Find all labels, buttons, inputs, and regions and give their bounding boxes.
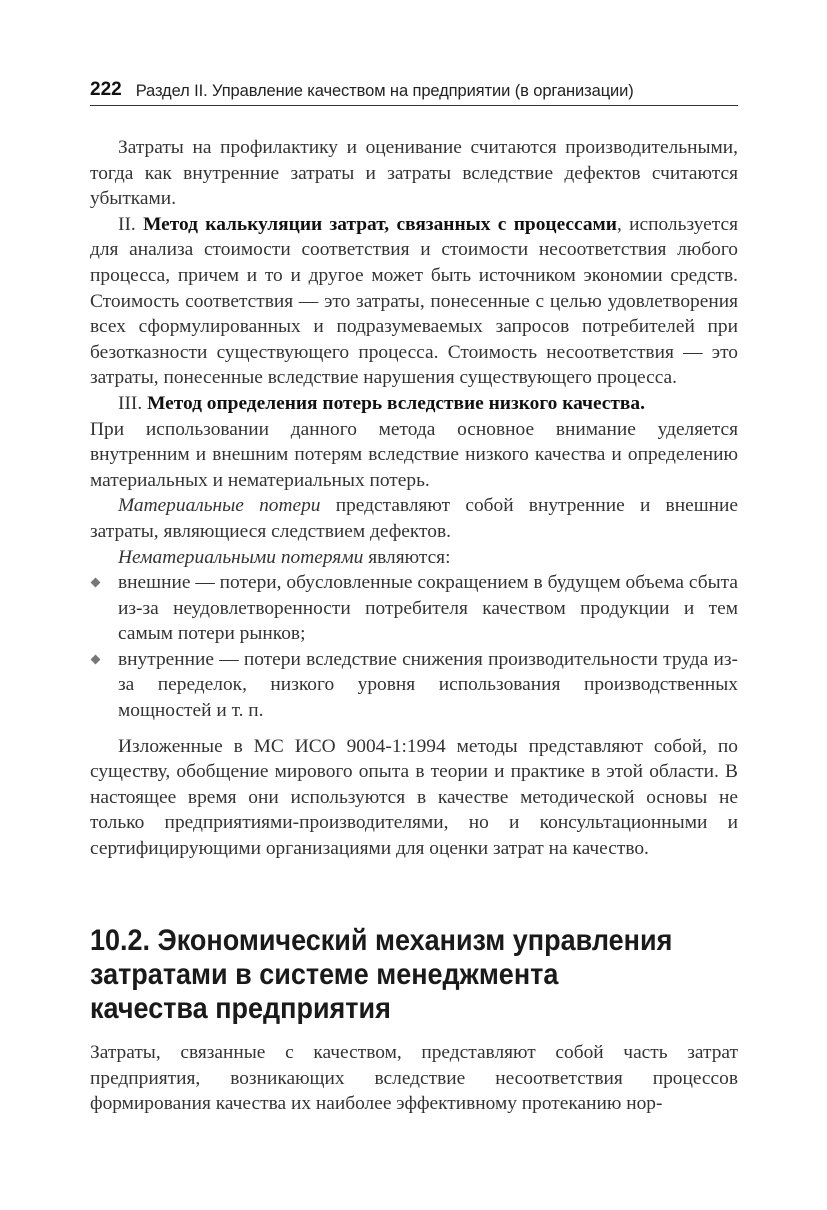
page-number: 222 [90, 79, 122, 100]
section-heading-line: 10.2. Экономический механизм управления [90, 924, 673, 957]
method3-text: При использовании данного метода основное внимание уделяется внутренним и внешним потерям вследствие низкого качества и определению материальных и нематериальных потерь. [90, 418, 738, 491]
diamond-bullet-icon [91, 654, 101, 664]
method2-paragraph [90, 212, 738, 391]
section-body [90, 1040, 738, 1117]
nonmaterial-paragraph [90, 545, 738, 571]
method2-text: , используется для анализа стоимости соответствия и стоимости несоответствия любого процесса, причем и то и другое может быть источником экономии средств. Стоимость соответствия — это затраты, понесенные с целью удовлетворения всех сформулированных и подразумеваемых запросов потребителей при безотказности существующего процесса. Стоимость несоответствия — это затраты, понесенные вследствие нарушения существующего процесса. [90, 213, 738, 389]
diamond-bullet-icon [91, 578, 101, 588]
list-item [90, 570, 738, 647]
method3-title: Метод определения потерь вследствие низкого качества. [147, 392, 645, 414]
method3-paragraph [90, 391, 738, 417]
nonmaterial-text: являются: [363, 546, 451, 568]
section-heading-line: затратами в системе менеджмента [90, 958, 559, 991]
section-heading [90, 924, 684, 1026]
section-paragraph: Затраты, связанные с качеством, представляют собой часть затрат предприятия, возникающих вследствие несоответствия процессов формирования качества их наиболее эффективному протеканию нор- [90, 1042, 738, 1115]
nonmaterial-term: Нематериальными потерями [118, 546, 364, 568]
intro-paragraph: Затраты на профилактику и оценивание считаются производительными, тогда как внутренние затраты и затраты вследствие дефектов считаются убытками. [90, 137, 738, 210]
loss-list [90, 570, 738, 724]
method2-title: Метод калькуляции затрат, связанных с процессами [143, 213, 617, 235]
header-title: Раздел II. Управление качеством на предприятии (в организации) [135, 82, 634, 100]
method2-number: II. [118, 213, 136, 235]
list-item [90, 647, 738, 724]
body-text [90, 135, 738, 862]
section-heading-line: качества предприятия [90, 992, 391, 1025]
running-header [90, 72, 738, 106]
material-term: Материальные потери [118, 495, 321, 517]
material-paragraph [90, 493, 738, 544]
method3-number: III. [118, 392, 143, 414]
list-item-text: внутренние — потери вследствие снижения производительности труда из-за переделок, низкого уровня использования производственных мощностей и т. п. [118, 648, 738, 722]
material-text: представляют собой внутренние и внешние затраты, являющиеся следствием дефектов. [90, 495, 738, 542]
list-item-text: внешние — потери, обусловленные сокращением в будущем объема сбыта из-за неудовлетворенности потребителя качеством продукции и тем самым потери рынков; [118, 572, 738, 645]
conclusion-paragraph: Изложенные в МС ИСО 9004-1:1994 методы представляют собой, по существу, обобщение мирового опыта в теории и практике в этой области. В настоящее время они используются в качестве методической основы не только предприятиями-производителями, но и консультационными и сертифицирующими организациями для оценки затрат на качество. [90, 735, 738, 860]
